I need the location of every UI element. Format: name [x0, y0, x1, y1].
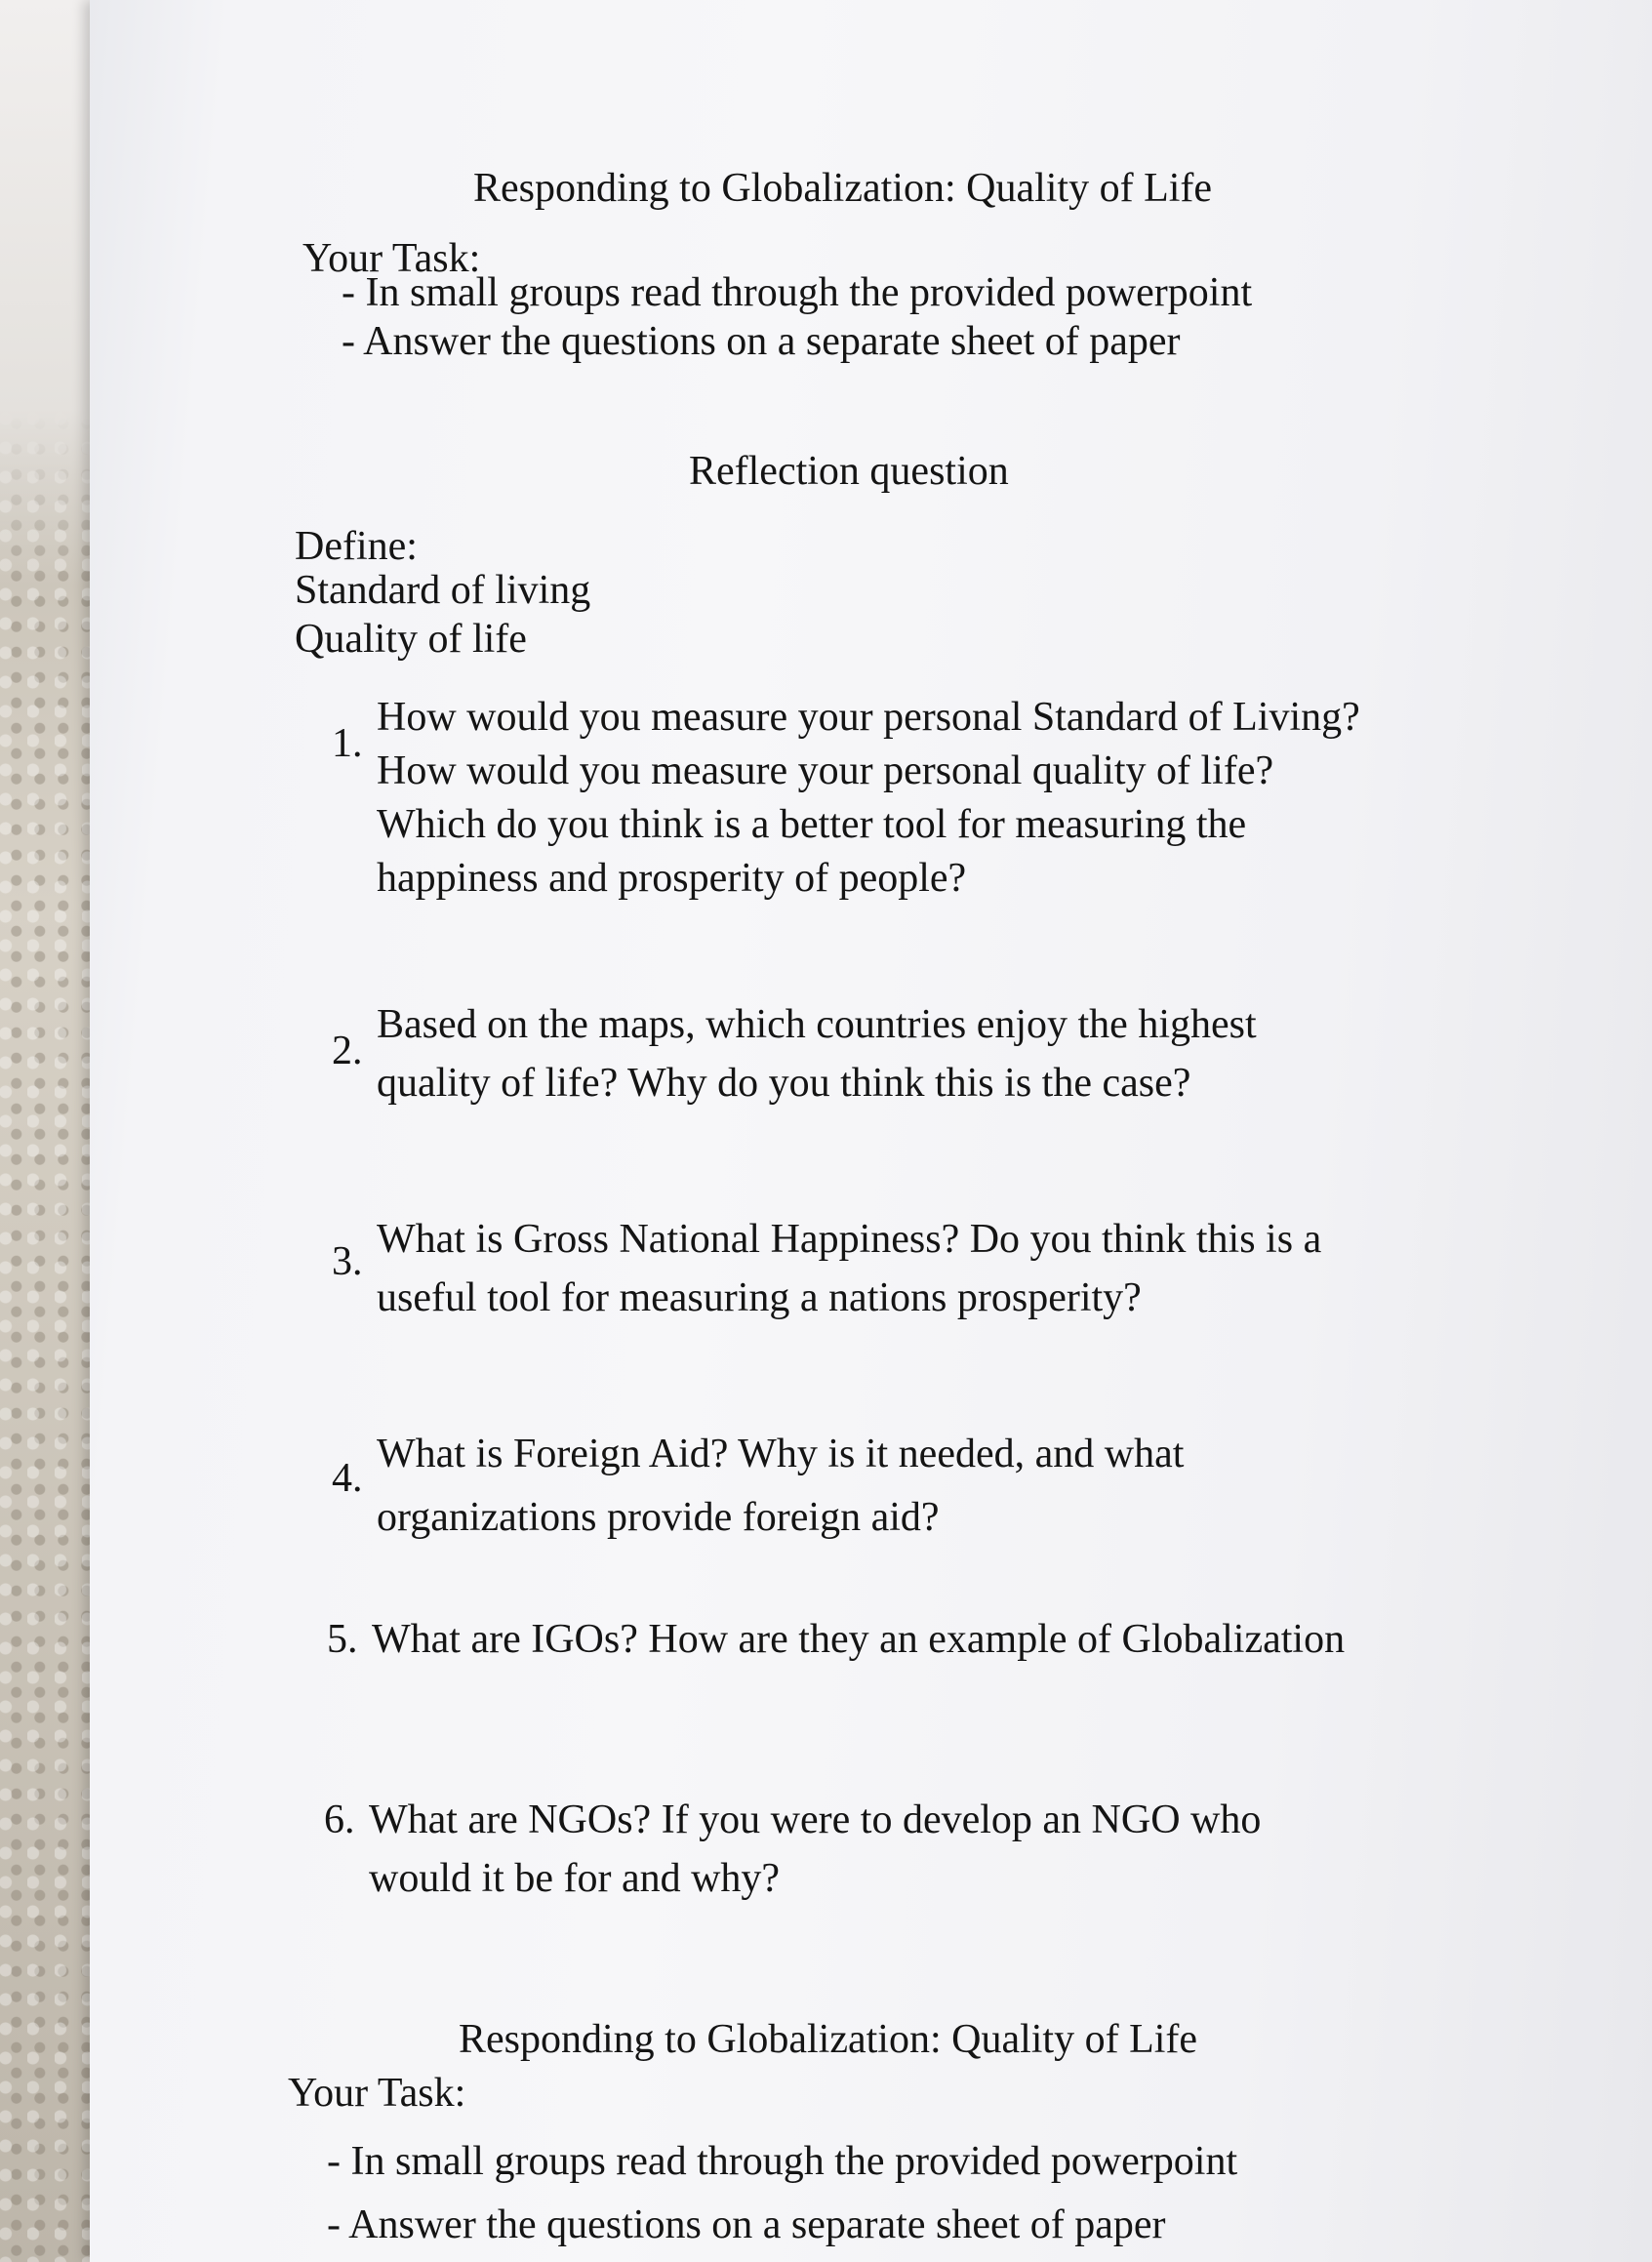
question-number: 1. [332, 721, 363, 766]
question-line: Based on the maps, which countries enjoy the highest [377, 1002, 1257, 1047]
question-line: quality of life? Why do you think this is the case? [377, 1061, 1191, 1106]
worksheet-title: Responding to Globalization: Quality of Life [473, 166, 1213, 211]
question-line: How would you measure your personal quality of life? [377, 748, 1274, 793]
question-number: 5. [327, 1617, 358, 1662]
define-label: Define: [295, 524, 418, 569]
question-number: 6. [324, 1797, 355, 1842]
task-item: - In small groups read through the provided powerpoint [327, 2139, 1238, 2184]
question-number: 3. [332, 1239, 363, 1284]
question-line: would it be for and why? [369, 1856, 781, 1901]
task-item: - Answer the questions on a separate sheet of paper [342, 319, 1181, 364]
question-line: What are IGOs? How are they an example of Globalization [372, 1617, 1346, 1662]
task-item: - Answer the questions on a separate sheet of paper [327, 2202, 1166, 2247]
question-line: happiness and prosperity of people? [377, 856, 967, 901]
task-label: Your Task: [302, 236, 481, 281]
worksheet-title: Responding to Globalization: Quality of Life [459, 2017, 1198, 2062]
define-term: Quality of life [295, 617, 527, 662]
question-line: What is Foreign Aid? Why is it needed, and what [377, 1432, 1185, 1476]
task-item: - In small groups read through the provided powerpoint [342, 270, 1253, 315]
reflection-title: Reflection question [689, 449, 1009, 494]
question-line: organizations provide foreign aid? [377, 1495, 940, 1540]
task-label: Your Task: [288, 2071, 466, 2116]
question-line: Which do you think is a better tool for measuring the [377, 802, 1247, 847]
question-number: 4. [332, 1456, 363, 1501]
question-line: useful tool for measuring a nations prosperity? [377, 1275, 1142, 1320]
define-term: Standard of living [295, 568, 591, 613]
question-number: 2. [332, 1029, 363, 1073]
question-line: What are NGOs? If you were to develop an NGO who [369, 1797, 1262, 1842]
worksheet-page [90, 0, 1652, 2262]
question-line: How would you measure your personal Standard of Living? [377, 695, 1360, 740]
question-line: What is Gross National Happiness? Do you think this is a [377, 1217, 1322, 1262]
